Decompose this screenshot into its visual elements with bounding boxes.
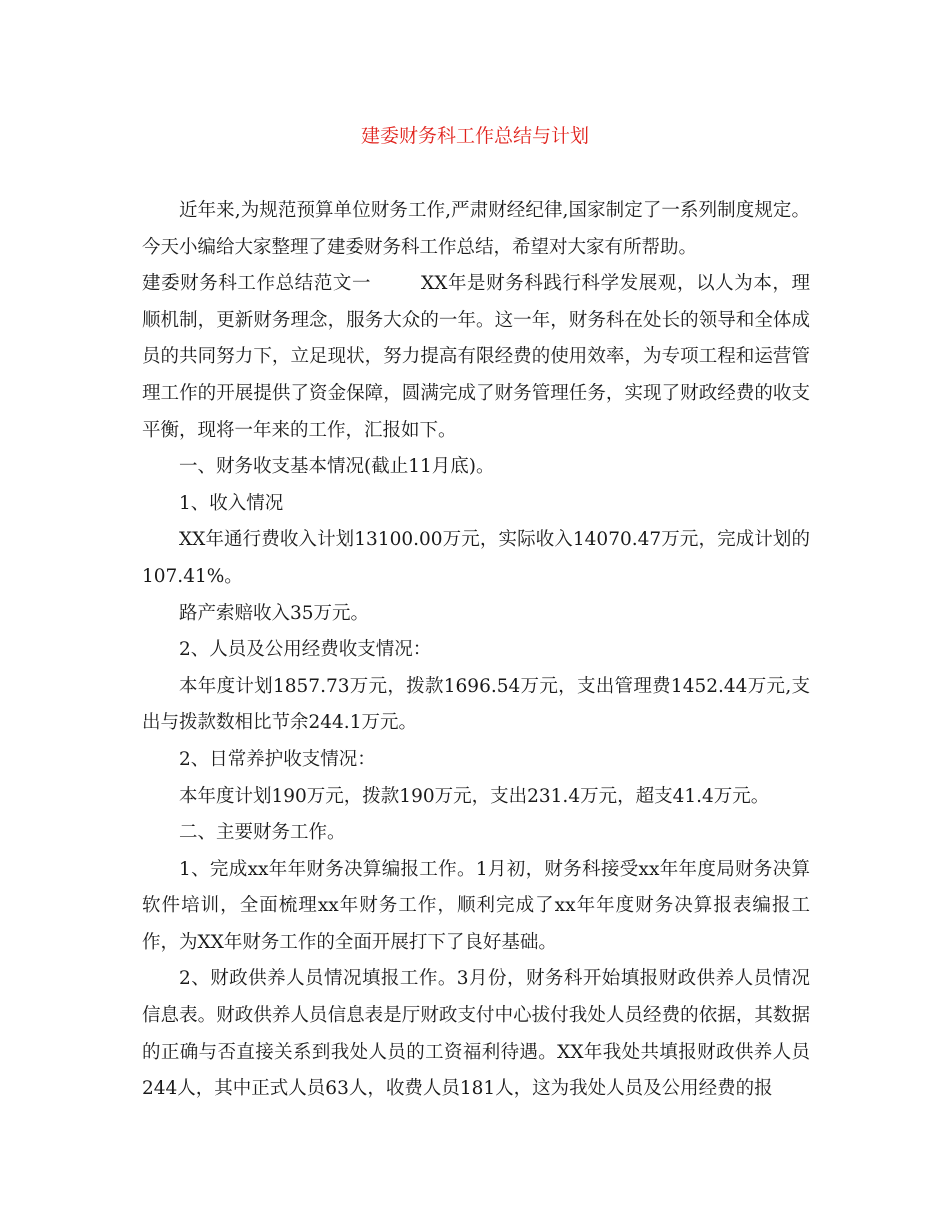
paragraph-maintenance: 本年度计划190万元，拨款190万元，支出231.4万元，超支41.4万元。	[179, 785, 770, 807]
paragraph-intro: 近年来,为规范预算单位财务工作,严肃财经纪律,国家制定了一系列制度规定。今天小编给大家整理了建委财务科工作总结，希望对大家有所帮助。	[142, 200, 810, 258]
section-heading-2: 二、主要财务工作。	[179, 822, 346, 844]
document-body	[142, 193, 810, 1108]
subheading-personnel-funds: 2、人员及公用经费收支情况：	[179, 639, 432, 661]
subheading-income: 1、收入情况	[179, 492, 284, 514]
paragraph-personnel-funds: 本年度计划1857.73万元，拨款1696.54万元，支出管理费1452.44万元,支出与拨款数相比节余244.1万元。	[142, 675, 810, 734]
sample-heading: 建委财务科工作总结范文一	[142, 273, 372, 295]
paragraph-claim-income: 路产索赔收入35万元。	[179, 602, 370, 624]
paragraph-final-accounts: 1、完成xx年年财务决算编报工作。1月初，财务科接受xx年年度局财务决算软件培训，全面梳理xx年财务工作，顺利完成了xx年年度财务决算报表编报工作，为XX年财务工作的全面开展打下了良好基础。	[142, 858, 810, 953]
section-heading-1: 一、财务收支基本情况(截止11月底)。	[179, 456, 495, 478]
subheading-maintenance: 2、日常养护收支情况：	[179, 748, 376, 770]
document-title: 建委财务科工作总结与计划	[360, 125, 589, 147]
sample-body: XX年是财务科践行科学发展观，以人为本，理顺机制，更新财务理念，服务大众的一年。这一年，财务科在处长的领导和全体成员的共同努力下，立足现状，努力提高有限经费的使用效率，为专项工程和运营管理工作的开展提供了资金保障，圆满完成了财务管理任务，实现了财政经费的收支平衡，现将一年来的工作，汇报如下。	[142, 273, 810, 441]
paragraph-sample-one	[142, 266, 810, 449]
paragraph-staff-info: 2、财政供养人员情况填报工作。3月份，财务科开始填报财政供养人员情况信息表。财政供养人员信息表是厅财政支付中心拔付我处人员经费的依据，其数据的正确与否直接关系到我处人员的工资福利待遇。XX年我处共填报财政供养人员244人，其中正式人员63人，收费人员181人，这为我处人员及公用经费的报	[142, 968, 810, 1100]
paragraph-toll-income: XX年通行费收入计划13100.00万元，实际收入14070.47万元，完成计划的107.41%。	[142, 529, 810, 587]
